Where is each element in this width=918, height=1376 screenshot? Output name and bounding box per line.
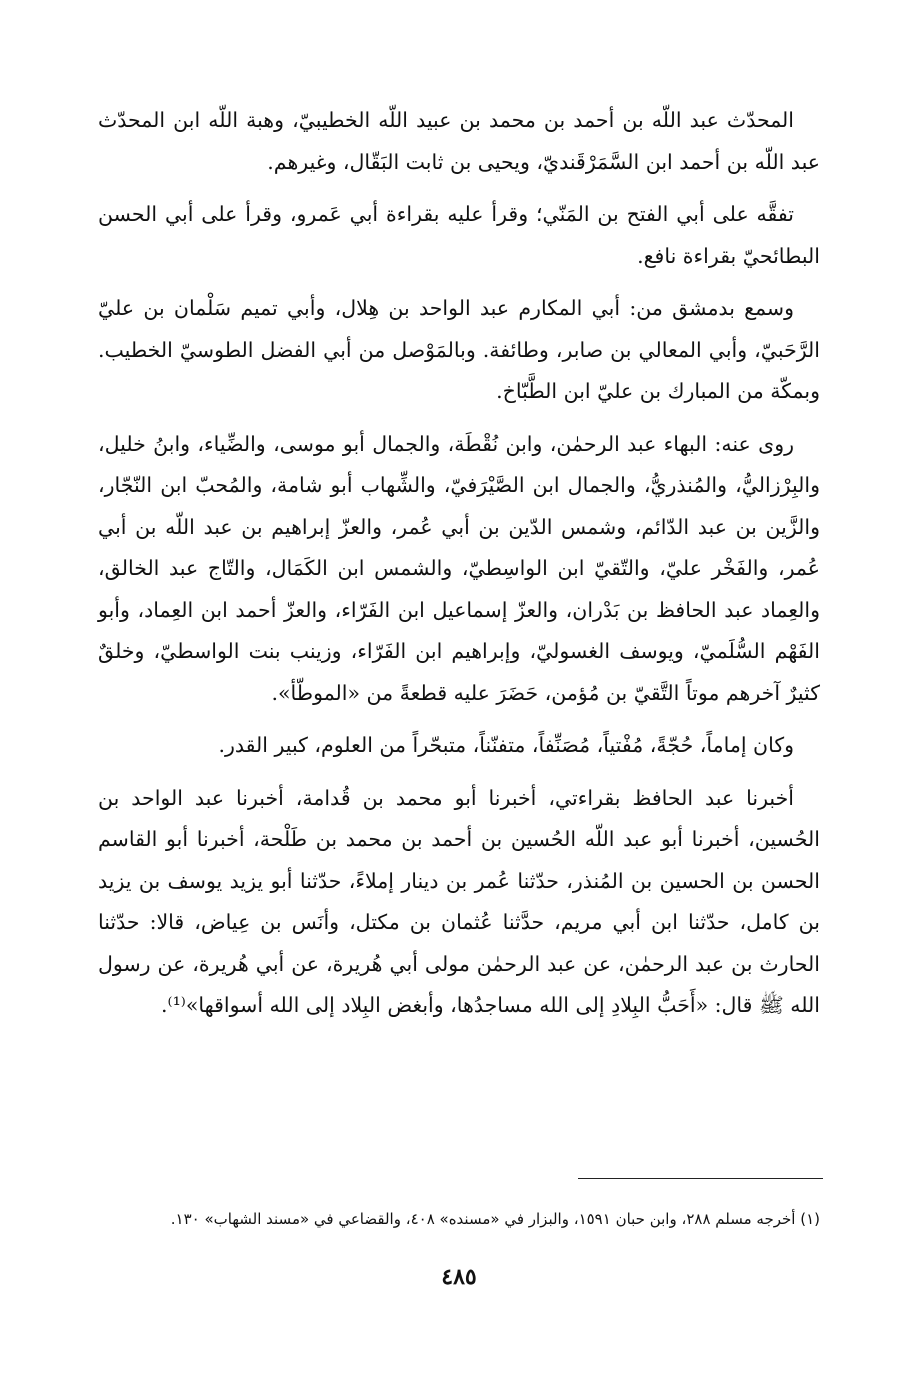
paragraph-narrators: روى عنه: البهاء عبد الرحمٰن، وابن نُقْطَة، والجمال أبو موسى، والضِّياء، وابنُ خليل، والبِرْزاليُّ، والمُنذريُّ، والجمال ابن الصَّيْرَفيّ، والشِّهاب أبو شامة، والمُحبّ ابن النّجّار، والزَّين بن عبد الدّائم، وشمس الدّين بن أبي عُمر، والعزّ إبراهيم بن عبد اللّه بن أبي عُمر، والفَخْر عليّ، والتّقيّ ابن الواسِطيّ، والشمس ابن الكَمَال، والتّاج عبد الخالق، والعِماد عبد الحافظ بن بَدْران، والعزّ إسماعيل ابن الفَرّاء، والعزّ أحمد ابن العِماد، وأبو الفَهْم السُّلَميّ، ويوسف الغسوليّ، وإبراهيم ابن الفَرّاء، وزينب بنت الواسطيّ، وخلقٌ كثيرٌ آخرهم موتاً التَّقيّ بن مُؤمن، حَضَرَ عليه قطعةً من «الموطّأ». <box>98 431 820 705</box>
paragraph-hadith-chain: أخبرنا عبد الحافظ بقراءتي، أخبرنا أبو محمد بن قُدامة، أخبرنا عبد الواحد بن الحُسين، أخبرنا أبو عبد اللّه الحُسين بن أحمد بن محمد بن طَلْحة، أخبرنا أبو القاسم الحسن بن الحسين بن المُنذر، حدّثنا عُمر بن دينار إملاءً، حدّثنا أبو يزيد يوسف بن يزيد بن كامل، حدّثنا ابن أبي مريم، حدَّثنا عُثمان بن مكتل، وأنَس بن عِياض، قالا: حدّثنا الحارث بن عبد الرحمٰن، عن عبد الرحمٰن مولى أبي هُريرة، عن أبي هُريرة، عن رسول الله ﷺ قال: «أَحَبُّ البِلادِ إلى الله مساجدُها، وأبغض البِلاد إلى الله أسواقها»⁽¹⁾. <box>98 785 820 1017</box>
paragraph-description: وكان إماماً، حُجّةً، مُفْتياً، مُصَنِّفاً، متفنّناً، متبحّراً من العلوم، كبير القدر. <box>218 733 794 757</box>
footnote: (١) أخرجه مسلم ٢٨٨، وابن حبان ١٥٩١، والبزار في «مسنده» ٤٠٨، والقضاعي في «مسند الشهاب» ١٣٠. <box>170 1210 820 1228</box>
body-text <box>98 100 820 1038</box>
footnote-divider <box>578 1178 823 1179</box>
page-number: ٤٨٥ <box>441 1264 477 1290</box>
paragraph-teachers: المحدّث عبد اللّه بن أحمد بن محمد بن عبيد اللّه الخطيبيّ، وهبة اللّه ابن المحدّث عبد اللّه بن أحمد ابن السَّمَرْقَنديّ، ويحيى بن ثابت البَقّال، وغيرهم. <box>98 108 820 174</box>
paragraph-fiqh-study: تفقَّه على أبي الفتح بن المَنّي؛ وقرأ عليه بقراءة أبي عَمرو، وقرأ على أبي الحسن البطائحيّ بقراءة نافع. <box>98 202 820 268</box>
paragraph-damascus-hearing: وسمع بدمشق من: أبي المكارم عبد الواحد بن هِلال، وأبي تميم سَلْمان بن عليّ الرَّحَبيّ، وأبي المعالي بن صابر، وطائفة. وبالمَوْصل من أبي الفضل الطوسيّ الخطيب. وبمكّة من المبارك بن عليّ ابن الطَّبّاخ. <box>98 296 820 403</box>
